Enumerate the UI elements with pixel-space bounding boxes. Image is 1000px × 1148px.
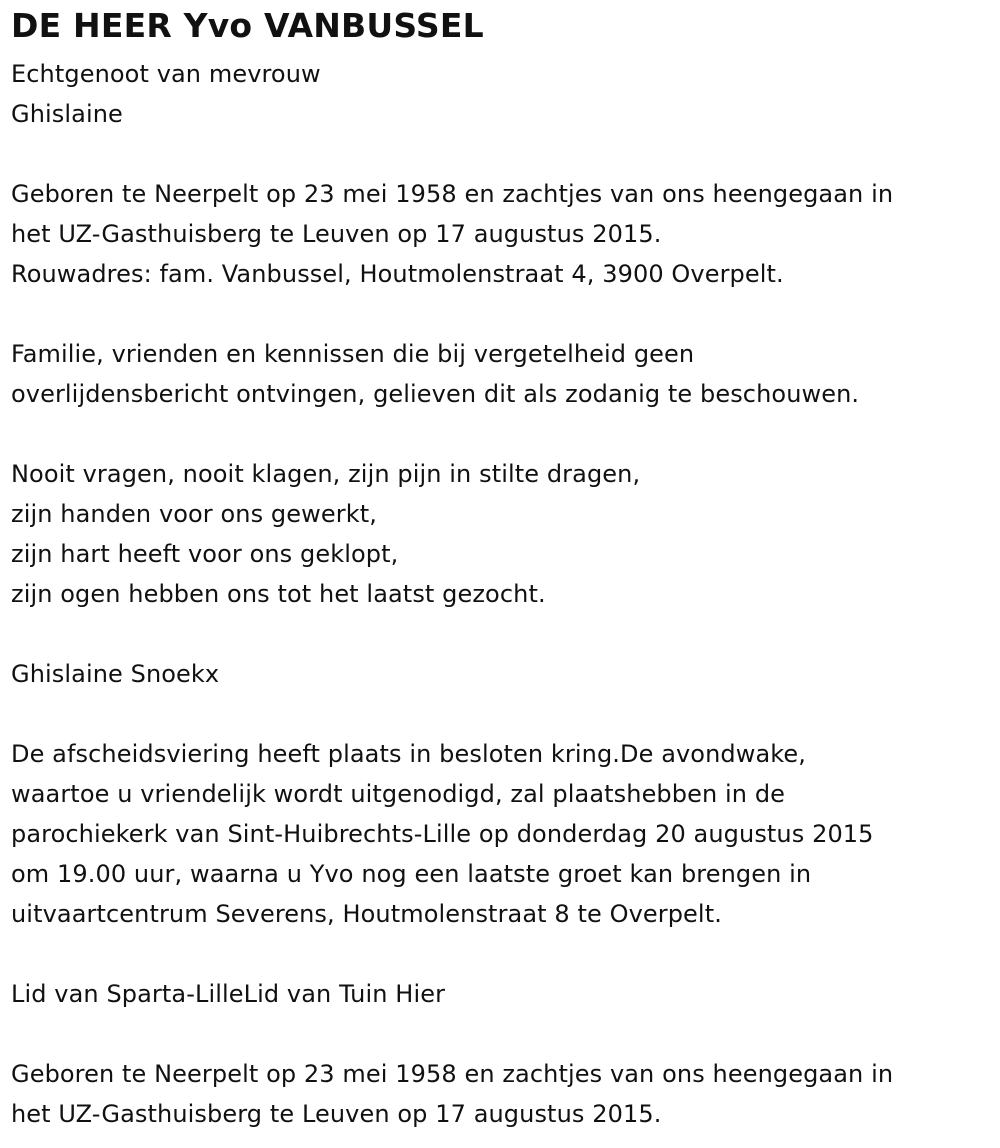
birth-death-line: Geboren te Neerpelt op 23 mei 1958 en zachtjes van ons heengegaan in [11,180,894,208]
poem-line: zijn hart heeft voor ons geklopt, [11,540,399,568]
paragraph-gap [11,134,1000,174]
mourning-address: Rouwadres: fam. Vanbussel, Houtmolenstraat 4, 3900 Overpelt. [11,260,784,288]
notice-title: DE HEER Yvo VANBUSSEL [11,6,484,45]
spouse-line: Echtgenoot van mevrouw [11,60,321,88]
paragraph-gap [11,1014,1000,1054]
ceremony-line: parochiekerk van Sint-Huibrechts-Lille op donderdag 20 augustus 2015 [11,820,874,848]
signatory: Ghislaine Snoekx [11,660,220,688]
birth-death-line: het UZ-Gasthuisberg te Leuven op 17 augustus 2015. [11,220,662,248]
paragraph-gap [11,294,1000,334]
family-note-line: overlijdensbericht ontvingen, gelieven dit als zodanig te beschouwen. [11,380,860,408]
spouse-name: Ghislaine [11,100,123,128]
ceremony-line: uitvaartcentrum Severens, Houtmolenstraat 8 te Overpelt. [11,900,722,928]
memberships: Lid van Sparta-LilleLid van Tuin Hier [11,980,446,1008]
poem-line: Nooit vragen, nooit klagen, zijn pijn in stilte dragen, [11,460,641,488]
birth-death-line-repeat: Geboren te Neerpelt op 23 mei 1958 en zachtjes van ons heengegaan in [11,1060,894,1088]
paragraph-gap [11,694,1000,734]
paragraph-gap [11,934,1000,974]
ceremony-line: waartoe u vriendelijk wordt uitgenodigd, zal plaatshebben in de [11,780,786,808]
poem-line: zijn handen voor ons gewerkt, [11,500,377,528]
paragraph-gap [11,614,1000,654]
poem-line: zijn ogen hebben ons tot het laatst gezocht. [11,580,546,608]
ceremony-line: De afscheidsviering heeft plaats in besloten kring.De avondwake, [11,740,807,768]
paragraph-gap [11,414,1000,454]
birth-death-line-repeat: het UZ-Gasthuisberg te Leuven op 17 augustus 2015. [11,1100,662,1128]
family-note-line: Familie, vrienden en kennissen die bij vergetelheid geen [11,340,695,368]
ceremony-line: om 19.00 uur, waarna u Yvo nog een laatste groet kan brengen in [11,860,812,888]
